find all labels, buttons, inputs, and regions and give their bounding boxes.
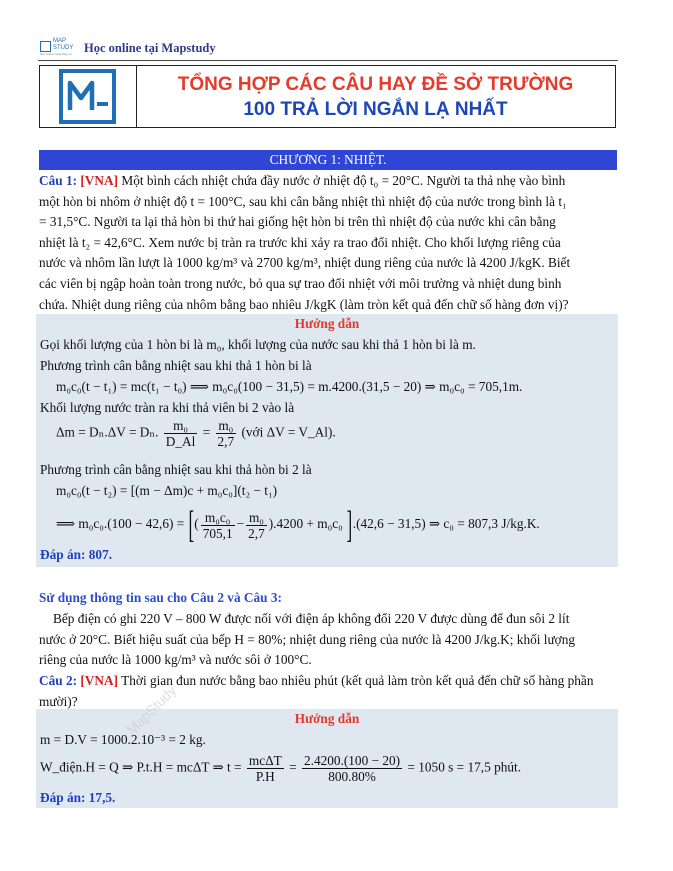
guide-heading: Hướng dẫn <box>294 711 360 726</box>
equation: m = D.V = 1000.2.10⁻³ = 2 kg. <box>40 732 206 747</box>
title-line-2: 100 TRẢ LỜI NGẮN LẠ NHẤT <box>243 99 508 120</box>
denominator: D_Al <box>165 434 196 449</box>
q1-text: Một bình cách nhiệt chứa đầy nước ở nhiệt độ t₀ = 20°C. Người ta thả nhẹ vào bình <box>121 173 566 188</box>
denominator: P.H <box>255 769 275 784</box>
chapter-heading: CHƯƠNG 1: NHIỆT. <box>39 150 617 170</box>
equation: Δm = Dₙ.ΔV = Dₙ. $\frac{\text{m₀}}{D\_Al}$ = $\frac{\text{m₀}}{2,7}$ (với ΔV = V_Al). <box>56 418 336 449</box>
guide-heading: Hướng dẫn <box>294 316 360 331</box>
logo-square-icon <box>40 41 51 52</box>
logo-tagline: hoc online cung thay co <box>40 51 72 56</box>
q2-line <box>39 671 617 692</box>
eq-text: ⟹ m₀c₀.(100 − 42,6) = <box>56 516 185 532</box>
shared-info-heading: Sử dụng thông tin sau cho Câu 2 và Câu 3: <box>39 590 282 605</box>
equation: m₀c₀(t − t₂) = [(m − Δm)c + m₀c₀](t₂ − t₁) <box>56 483 278 498</box>
fraction <box>164 418 198 449</box>
guide-line: Gọi khối lượng của 1 hòn bi là m₀, khối lượng của nước sau khi thả 1 hòn bi là m. <box>40 337 476 352</box>
bracket-left: [ <box>188 504 194 546</box>
numerator: m₀c₀ <box>201 510 235 526</box>
question-2 <box>39 671 617 712</box>
mapstudy-logo <box>40 37 78 57</box>
numerator: m₀ <box>164 418 198 434</box>
q1-line: các viên bị ngập hoàn toàn trong nước, bỏ qua sự trao đổi nhiệt với môi trường và nhiệt dung bình <box>39 275 562 291</box>
site-header <box>40 38 216 58</box>
q1-line: một hòn bi nhôm ở nhiệt độ t = 100°C, sau khi cân bằng nhiệt thì nhiệt độ của nước trong bình là t₁ <box>39 193 567 209</box>
title-logo <box>40 66 137 127</box>
equation: W_điện.H = Q ⇒ P.t.H = mcΔT ⇒ t = $\frac{\text{mcΔT}}{P.H}$ = $\frac{2.4200.(100 - 20)}{800.80\%}$ = 1050 s = 17,5 phút. <box>40 753 522 784</box>
eq-text: ).4200 + m₀c₀ <box>268 516 343 532</box>
title-line-1: TỔNG HỢP CÁC CÂU HAY ĐỀ SỞ TRƯỜNG <box>177 74 574 95</box>
header-divider <box>38 60 618 61</box>
site-name: Học online tại Mapstudy <box>84 40 216 55</box>
denominator: 2,7 <box>248 525 265 541</box>
shared-line: nước ở 20°C. Biết hiệu suất của bếp H = 80%; nhiệt dung riêng của nước là 4200 J/kg.K; khối lượng <box>39 631 575 647</box>
guide-line: Phương trình cân bằng nhiệt sau khi thả hòn bi 2 là <box>40 462 312 477</box>
answer-2: Đáp án: 17,5. <box>40 790 116 805</box>
eq-text: W_điện.H = Q ⇒ P.t.H = mcΔT ⇒ t = <box>40 759 242 775</box>
numerator: 2.4200.(100 − 20) <box>303 753 401 768</box>
numerator: m₀ <box>216 418 237 434</box>
numerator: mcΔT <box>248 753 282 768</box>
eq-text: Δm = Dₙ.ΔV = Dₙ. <box>56 424 159 440</box>
watermark-text: MapStudy <box>123 682 180 739</box>
q1-line: nhiệt là t₂ = 42,6°C. Xem nước bị tràn ra trước khi xảy ra trao đổi nhiệt. Cho khối lượng riêng của <box>39 234 561 250</box>
fraction <box>302 753 402 784</box>
guide-line: Khối lượng nước tràn ra khi thả viên bi 2 vào là <box>40 400 295 415</box>
logo-text-map: MAP <box>53 37 67 44</box>
q2-tag: [VNA] <box>80 673 119 688</box>
fraction <box>246 510 267 541</box>
logo-text-study: STUDY <box>53 44 74 51</box>
document-title <box>136 66 615 127</box>
q1-line: nước và nhôm lần lượt là 1000 kg/m³ và 2700 kg/m³, nhiệt dung riêng của nước là 4200 J/kgK. Biết <box>39 255 571 271</box>
answer-1: Đáp án: 807. <box>40 547 113 562</box>
fraction <box>216 418 237 449</box>
question-1 <box>39 171 617 315</box>
bracket-right: ] <box>346 504 353 546</box>
equation: m₀c₀(t − t₁) = mc(t₁ − t₀) ⟹ m₀c₀(100 − 31,5) = m.4200.(31,5 − 20) ⇒ m₀c₀ = 705,1m. <box>56 379 523 394</box>
q2-line: mười)? <box>39 693 78 709</box>
shared-info <box>39 609 617 671</box>
q2-label: Câu 2: <box>39 673 78 688</box>
solution-box-1 <box>36 314 618 567</box>
fraction <box>201 510 235 541</box>
eq-text: .(42,6 − 31,5) ⇒ c₀ = 807,3 J/kg.K. <box>352 516 540 532</box>
q1-line <box>39 171 617 192</box>
equation: ⟹ m₀c₀.(100 − 42,6) = [( $\frac{\text{m₀c₀}}{705,1}$ − $\frac{\text{m₀}}{2,7}$ ).4200 + m₀c₀ ].(42,6 − 31,5) ⇒ c₀ = 807,3 J/kg.K. <box>56 504 540 546</box>
mapstudy-m-logo-icon <box>40 66 136 127</box>
numerator: m₀ <box>246 510 267 526</box>
q1-line: chứa. Nhiệt dung riêng của nhôm bằng bao nhiêu J/kgK (làm tròn kết quả đến chữ số hàng đơn vị)? <box>39 296 569 312</box>
q1-line: = 31,5°C. Người ta lại thả hòn bi thứ hai giống hệt hòn bi trên thì nhiệt độ của nước khi cân bằng <box>39 214 556 230</box>
denominator: 705,1 <box>202 525 233 541</box>
q1-label: Câu 1: <box>39 173 78 188</box>
eq-text: (với ΔV = V_Al). <box>241 424 336 440</box>
eq-text: = 1050 s = 17,5 phút. <box>407 759 522 775</box>
q2-text: Thời gian đun nước bằng bao nhiêu phút (kết quả làm tròn kết quả đến chữ số hàng phần <box>121 673 594 688</box>
guide-line: Phương trình cân bằng nhiệt sau khi thả 1 hòn bi là <box>40 358 312 373</box>
q1-tag: [VNA] <box>80 173 119 188</box>
fraction <box>247 753 284 784</box>
denominator: 2,7 <box>217 434 235 449</box>
shared-line: riêng của nước là 1000 kg/m³ và nước sôi ở 100°C. <box>39 652 312 668</box>
shared-line: Bếp điện có ghi 220 V – 800 W được nối với điện áp không đổi 220 V được dùng để đun sôi 2 lít <box>53 611 570 626</box>
denominator: 800.80% <box>328 769 376 784</box>
title-box <box>39 65 616 128</box>
